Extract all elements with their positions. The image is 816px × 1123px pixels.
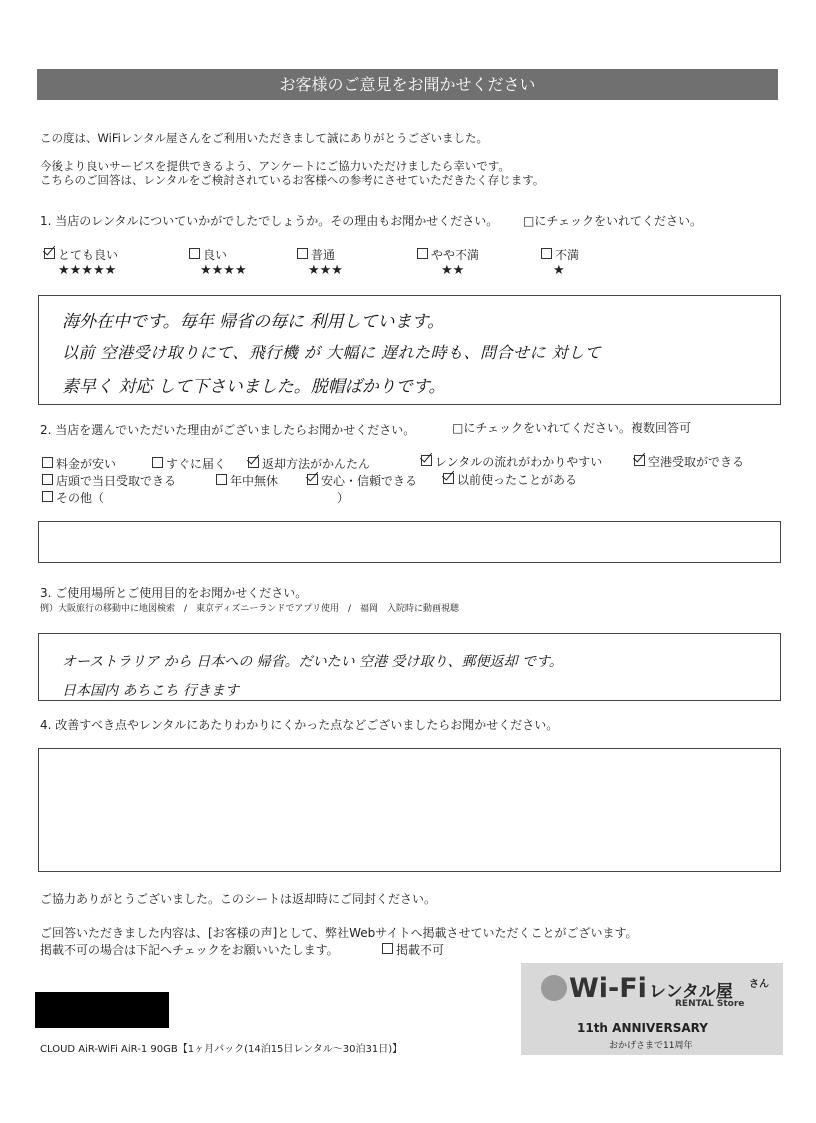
- rating-stars: ★★: [441, 263, 465, 278]
- checkbox[interactable]: [152, 457, 163, 468]
- q3-question: 3. ご使用場所とご使用目的をお聞かせください。: [40, 586, 308, 600]
- q2-option-label: 返却方法がかんたん: [262, 457, 371, 471]
- q2-option-open-all-year[interactable]: [216, 474, 278, 489]
- footer-thanks: ご協力ありがとうございました。このシートは返却時にご同封ください。: [40, 892, 437, 906]
- mascot-icon: [541, 975, 567, 1001]
- intro-line-3: こちらのご回答は、レンタルをご検討されているお客様への参考にさせていただきたく存じます。: [40, 173, 545, 187]
- q1-option-good[interactable]: [189, 248, 247, 278]
- product-line: CLOUD AiR-WiFi AiR-1 90GB【1ヶ月パック(14泊15日レンタル～30泊31日)】: [40, 1044, 403, 1055]
- checkbox[interactable]: [417, 248, 428, 259]
- brand-logo: [521, 963, 783, 1055]
- q2-option-store-pickup[interactable]: [42, 474, 176, 489]
- q2-option-label: 以前使ったことがある: [457, 473, 578, 487]
- checkbox-checked[interactable]: [44, 248, 55, 259]
- q2-option-airport-pickup[interactable]: [634, 455, 744, 470]
- q2-instruction: □にチェックをいれてください。複数回答可: [452, 421, 691, 435]
- q2-option-reliable[interactable]: [307, 474, 417, 489]
- q4-answer-box[interactable]: [38, 748, 781, 872]
- q4-question: 4. 改善すべき点やレンタルにあたりわかりにくかった点などございましたらお聞かせください。: [40, 718, 559, 732]
- q2-option-label: 空港受取ができる: [648, 455, 745, 469]
- checkbox[interactable]: [42, 491, 53, 502]
- q1-option-label: 普通: [311, 248, 336, 262]
- q1-option-dissatisfied[interactable]: [541, 248, 579, 278]
- checkbox-checked[interactable]: [421, 455, 432, 466]
- footer-publish-instruction: 掲載不可の場合は下記へチェックをお願いいたします。: [40, 943, 339, 957]
- q2-option-cheap[interactable]: [42, 457, 116, 472]
- q3-answer-line-2: 日本国内 あちこち 行きます: [62, 683, 239, 699]
- no-publish-option[interactable]: [382, 943, 444, 958]
- rating-stars: ★: [553, 263, 565, 278]
- rating-stars: ★★★★★: [58, 263, 117, 278]
- checkbox[interactable]: [189, 248, 200, 259]
- checkbox[interactable]: [541, 248, 552, 259]
- logo-anniversary: 11th ANNIVERSARY: [577, 1021, 708, 1035]
- page-title: お客様のご意見をお聞かせください: [37, 69, 778, 100]
- intro-line-1: この度は、WiFiレンタル屋さんをご利用いただきまして誠にありがとうございました。: [40, 131, 489, 145]
- logo-anniversary-jp: おかげさまで11周年: [609, 1041, 693, 1051]
- footer-publish-notice: ご回答いただきました内容は、[お客様の声]として、弊社Webサイトへ掲載させていただくことがございます。: [40, 926, 638, 940]
- checkbox[interactable]: [297, 248, 308, 259]
- q1-option-normal[interactable]: [297, 248, 343, 278]
- q2-option-fast-delivery[interactable]: [152, 457, 226, 472]
- q1-question: 1. 当店のレンタルについていかがでしたでしょうか。その理由もお聞かせください。: [40, 214, 499, 228]
- q1-answer-line-2: 以前 空港受け取りにて、飛行機 が 大幅に 遅れた時も、問合せに 対して: [62, 343, 602, 362]
- q1-instruction: □にチェックをいれてください。: [523, 214, 702, 228]
- checkbox-checked[interactable]: [307, 474, 318, 485]
- checkbox-checked[interactable]: [634, 455, 645, 466]
- checkbox[interactable]: [216, 474, 227, 485]
- q2-option-label: 店頭で当日受取できる: [56, 474, 177, 488]
- checkbox[interactable]: [382, 943, 393, 954]
- q2-other-input-box[interactable]: [38, 521, 781, 563]
- q2-other-label: その他（: [56, 491, 105, 505]
- redacted-block: [35, 992, 169, 1028]
- q2-option-label: すぐに届く: [166, 457, 227, 471]
- q2-question: 2. 当店を選んでいただいた理由がございましたらお聞かせください。: [40, 423, 416, 437]
- intro-line-2: 今後より良いサービスを提供できるよう、アンケートにご協力いただけましたら幸いです。: [40, 159, 510, 173]
- checkbox-checked[interactable]: [443, 473, 454, 484]
- q2-option-used-before[interactable]: [443, 473, 577, 488]
- q1-answer-line-3: 素早く 対応 して下さいました。脱帽ばかりです。: [62, 377, 446, 397]
- q1-answer-line-1: 海外在中です。毎年 帰省の毎に 利用しています。: [62, 312, 445, 332]
- logo-wifi: Wi-Fi: [569, 973, 647, 1004]
- rating-stars: ★★★: [308, 263, 343, 278]
- checkbox[interactable]: [42, 474, 53, 485]
- q2-other-close: ）: [337, 491, 350, 505]
- q2-option-label: 年中無休: [230, 474, 279, 488]
- rating-stars: ★★★★: [200, 263, 247, 278]
- no-publish-label: 掲載不可: [396, 943, 445, 957]
- logo-sub: RENTAL Store: [675, 999, 745, 1009]
- logo-brand-suffix: さん: [749, 979, 769, 990]
- q1-option-label: やや不満: [431, 248, 480, 262]
- q2-option-label: 料金が安い: [56, 457, 117, 471]
- q2-option-label: レンタルの流れがわかりやすい: [435, 455, 603, 469]
- q1-option-label: 良い: [203, 248, 228, 262]
- q1-option-label: 不満: [555, 248, 580, 262]
- q1-option-label: とても良い: [58, 248, 119, 262]
- checkbox[interactable]: [42, 457, 53, 468]
- q2-option-label: 安心・信頼できる: [321, 474, 418, 488]
- q1-option-slightly-dissatisfied[interactable]: [417, 248, 479, 278]
- q2-option-other[interactable]: [42, 491, 104, 506]
- q2-option-easy-return[interactable]: [248, 457, 370, 472]
- logo-brand: レンタル屋: [649, 982, 733, 1002]
- q3-example: 例）大阪旅行の移動中に地図検索 / 東京ディズニーランドでアプリ使用 / 福岡 入院時に動画視聴: [40, 604, 459, 614]
- q1-option-very-good[interactable]: [44, 248, 118, 278]
- checkbox-checked[interactable]: [248, 457, 259, 468]
- q3-answer-line-1: オーストラリア から 日本への 帰省。だいたい 空港 受け取り、郵便返却 です。: [62, 654, 563, 670]
